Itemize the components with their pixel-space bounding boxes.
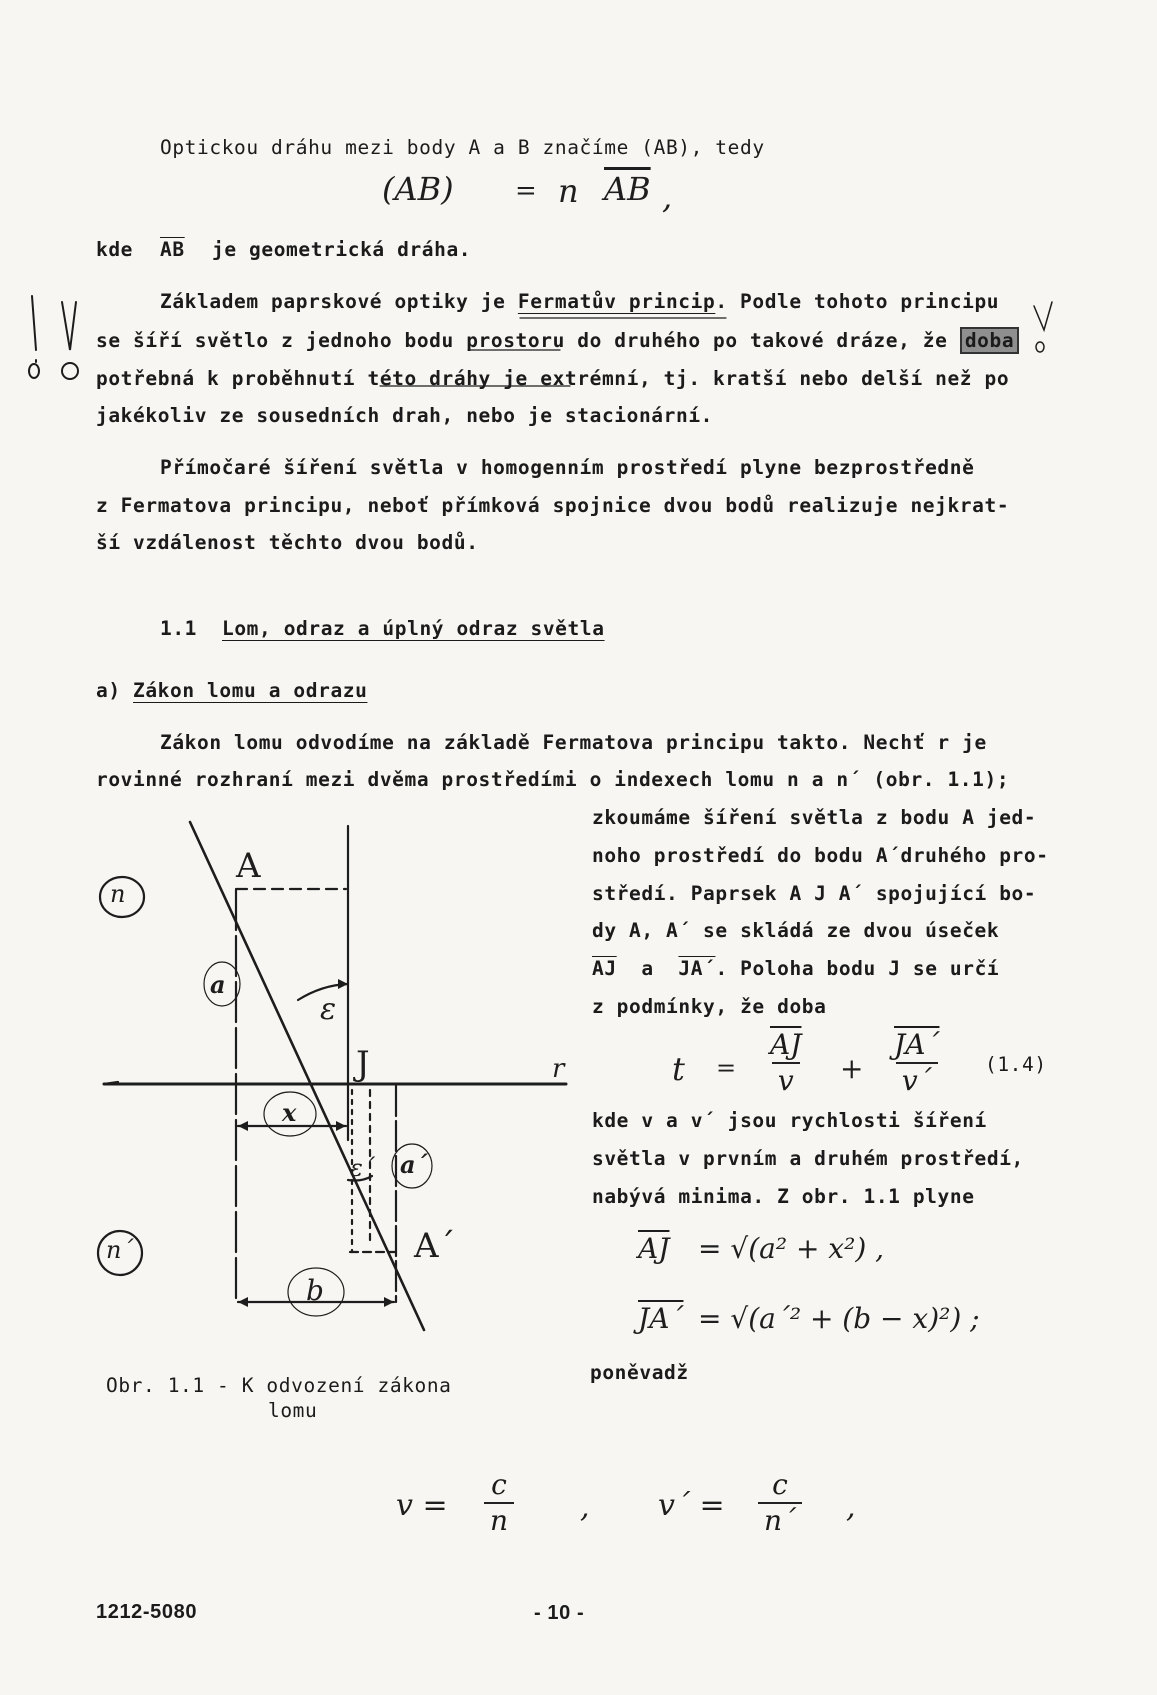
eq-optical-path-comma: , [662, 178, 673, 216]
eq-v-lhs: v = [396, 1488, 448, 1523]
eq-vprime-lhs: v´ = [658, 1488, 725, 1523]
margin-circle-2 [62, 363, 78, 379]
fraction-num-c1: c [491, 1468, 507, 1501]
fermat-line-3: potřebná k proběhnutí této dráhy je extrémní, tj. kratší nebo delší než po [96, 367, 1010, 390]
footer-code: 1212-5080 [96, 1601, 198, 1623]
margin-exclamation-2 [62, 302, 76, 350]
fraction-ja-v [888, 1028, 945, 1098]
intro-line: Optickou dráhu mezi body A a B značíme (AB), tedy [160, 136, 765, 159]
arrow-x-right [336, 1121, 346, 1131]
highlighted-word-doba: doba [960, 327, 1019, 354]
section-number: 1.1 [160, 617, 198, 640]
figure-caption-line-1: Obr. 1.1 - K odvození zákona [106, 1374, 452, 1397]
body-line-2: rovinné rozhraní mezi dvěma prostředími o indexech lomu n a n´ (obr. 1.1); [96, 768, 1010, 791]
fermat-line-1-c: . Podle tohoto principu [715, 290, 1000, 313]
right-line-9: nabývá minima. Z obr. 1.1 plyne [592, 1185, 975, 1208]
eq-aj-rhs: = √(a² + x²) , [698, 1232, 885, 1265]
label-medium-nprime: n´ [106, 1236, 134, 1264]
right-line-1: zkoumáme šíření světla z bodu A jed- [592, 806, 1037, 829]
subsection-label: a) [96, 679, 121, 702]
fermat-line-4: jakékoliv ze sousedních drah, nebo je stacionární. [96, 404, 713, 427]
kde-rest: je geometrická dráha. [212, 238, 472, 261]
label-a: a [210, 970, 226, 999]
right-line-7: kde v a v´ jsou rychlosti šíření [592, 1109, 987, 1132]
eq-optical-path-n: n [558, 172, 579, 210]
eq-ja-lhs: JA´ [638, 1302, 684, 1335]
body-line-1: Zákon lomu odvodíme na základě Fermatova principu takto. Nechť r je [160, 731, 987, 754]
equation-number: (1.4) [985, 1053, 1047, 1076]
interface-tick [104, 1082, 118, 1084]
arrow-b-right [384, 1297, 394, 1307]
label-b: b [306, 1274, 324, 1307]
eq-plus: + [840, 1052, 864, 1085]
right-line-5-rest: . Poloha bodu J se určí [715, 957, 1000, 980]
margin-exclamation-1 [32, 296, 36, 362]
subsection-title: Zákon lomu a odrazu [133, 679, 368, 702]
margin-circle-right [1036, 342, 1044, 352]
eq-aj-lhs: $\overline{AJ}$ [638, 1232, 670, 1265]
fermat-line-1-a: Základem paprskové optiky je [160, 290, 518, 313]
fraction-den-v: v [772, 1062, 800, 1098]
fraction-c-n [484, 1468, 514, 1538]
fermat-principle-term: Fermatův princip [517, 290, 716, 313]
label-x: x [282, 1098, 297, 1127]
page-number: - 10 - [534, 1602, 585, 1624]
fraction-num-c2: c [772, 1468, 788, 1501]
segment-ja: JA´ [678, 957, 716, 980]
fraction-den-nprime: n´ [758, 1502, 802, 1538]
fraction-aj-v [764, 1028, 807, 1098]
section-title: Lom, odraz a úplný odraz světla [222, 617, 605, 640]
straight-line-2: z Fermatova principu, neboť přímková spojnice dvou bodů realizuje nejkrat- [96, 494, 1010, 517]
eq-t-equals: = [716, 1054, 737, 1082]
word-a: a [641, 957, 654, 980]
eq-v-sep: , [580, 1490, 590, 1525]
figure-caption-line-2: lomu [268, 1399, 318, 1422]
eq-optical-path-equals: = [515, 176, 537, 206]
right-line-3: středí. Paprsek A J A´ spojující bo- [592, 882, 1037, 905]
right-line-6: z podmínky, že doba [592, 995, 827, 1018]
kde-ab: $\overline{AB}$ [160, 238, 185, 261]
refracted-ray [190, 822, 424, 1330]
fraction-c-nprime [758, 1468, 802, 1538]
fermat-line-2-a: se šíří světlo z jednoho bodu prostoru do druhého po takové dráze, že [96, 329, 960, 352]
right-line-8: světla v prvním a druhém prostředí, [592, 1147, 1024, 1170]
margin-mark-right [1034, 302, 1052, 330]
eq-t: t [672, 1050, 685, 1088]
label-point-a: A [236, 846, 261, 886]
fermat-line-1 [160, 290, 999, 313]
label-point-j: J [356, 1044, 370, 1084]
arrow-x-left [238, 1121, 248, 1131]
eq-ja-rhs: = √(a´² + (b − x)²) ; [698, 1302, 980, 1335]
straight-line-1: Přímočaré šíření světla v homogenním prostředí plyne bezprostředně [160, 456, 975, 479]
arrow-b-left [238, 1297, 248, 1307]
fraction-num-aj: $\overline{AJ}$ [770, 1028, 802, 1061]
ponevadz: poněvadž [590, 1361, 689, 1384]
fraction-den-vprime: v´ [896, 1062, 938, 1098]
eq-optical-path-lhs: (AB) [382, 170, 454, 208]
label-epsilon: ε [320, 992, 337, 1027]
segment-aj: $\overline{AJ}$ [592, 957, 617, 980]
fraction-num-ja: JA´ [894, 1028, 940, 1061]
kde-prefix: kde [96, 238, 134, 261]
margin-circle-1 [29, 364, 39, 378]
label-epsilon-prime: ε´ [350, 1154, 375, 1182]
fraction-den-n: n [484, 1502, 514, 1538]
label-aprime: a´ [400, 1150, 428, 1179]
fermat-line-2 [96, 329, 1019, 352]
label-point-aprime: A´ [414, 1226, 456, 1266]
straight-line-3: ší vzdálenost těchto dvou bodů. [96, 531, 479, 554]
right-line-4: dy A, A´ se skládá ze dvou úseček [592, 919, 1000, 942]
label-interface-r: r [552, 1054, 565, 1084]
eq-vprime-end: , [846, 1490, 856, 1525]
label-medium-n: n [110, 880, 126, 908]
arrow-epsilon [338, 979, 348, 989]
right-line-2: noho prostředí do bodu A´druhého pro- [592, 844, 1049, 867]
right-line-5 [592, 957, 999, 980]
eq-optical-path-ab: $\overline{AB}$ [604, 170, 651, 208]
